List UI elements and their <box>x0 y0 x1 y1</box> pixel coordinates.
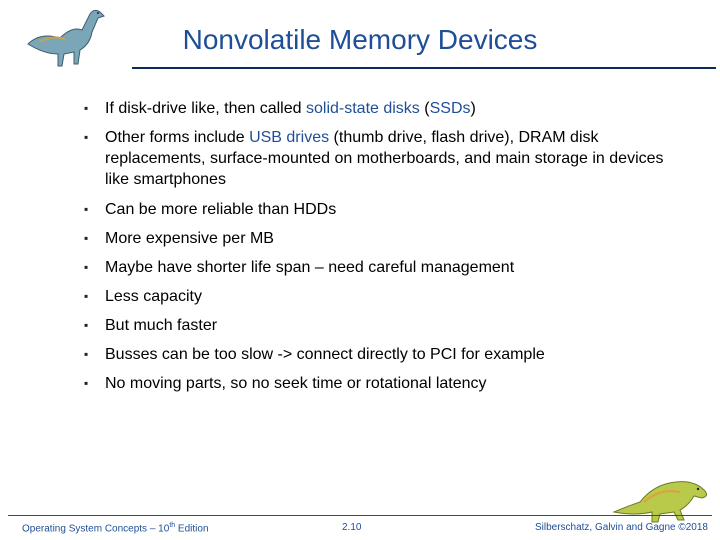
list-item: ▪ If disk-drive like, then called solid-state disks (SSDs) <box>84 100 476 117</box>
list-item: ▪ More expensive per MB <box>84 230 274 247</box>
page-number: 2.10 <box>342 522 362 533</box>
list-item: ▪ Less capacity <box>84 288 202 305</box>
bullet-icon: ▪ <box>84 202 89 216</box>
title-divider <box>132 67 716 69</box>
bullet-icon: ▪ <box>84 260 89 274</box>
bullet-icon: ▪ <box>84 231 89 245</box>
list-item: ▪ No moving parts, so no seek time or rotational latency <box>84 375 487 392</box>
list-item: ▪ Maybe have shorter life span – need careful management <box>84 259 515 276</box>
bullet-icon: ▪ <box>84 130 89 144</box>
list-item: ▪ But much faster <box>84 317 218 334</box>
bullet-icon: ▪ <box>84 318 89 332</box>
footer-divider <box>8 515 712 516</box>
list-item: ▪ Other forms include USB drives (thumb drive, flash drive), DRAM disk replacements, surface-mounted on motherboards, and main storage in devices like smartphones <box>84 129 664 188</box>
bullet-list <box>84 98 684 402</box>
highlight-term: solid-state disks <box>305 100 420 117</box>
bullet-icon: ▪ <box>84 101 89 115</box>
bullet-icon: ▪ <box>84 376 89 390</box>
list-item: ▪ Can be more reliable than HDDs <box>84 201 337 218</box>
footer-book-title: Operating System Concepts – 10th Edition <box>22 522 209 535</box>
footer-authors: Silberschatz, Galvin and Gagne ©2018 <box>534 522 708 533</box>
page-title: Nonvolatile Memory Devices <box>182 24 538 55</box>
bullet-icon: ▪ <box>84 289 89 303</box>
bullet-icon: ▪ <box>84 347 89 361</box>
highlight-term: SSDs <box>429 100 471 117</box>
list-item: ▪ Busses can be too slow -> connect directly to PCI for example <box>84 346 545 363</box>
highlight-term: USB drives <box>249 129 330 146</box>
